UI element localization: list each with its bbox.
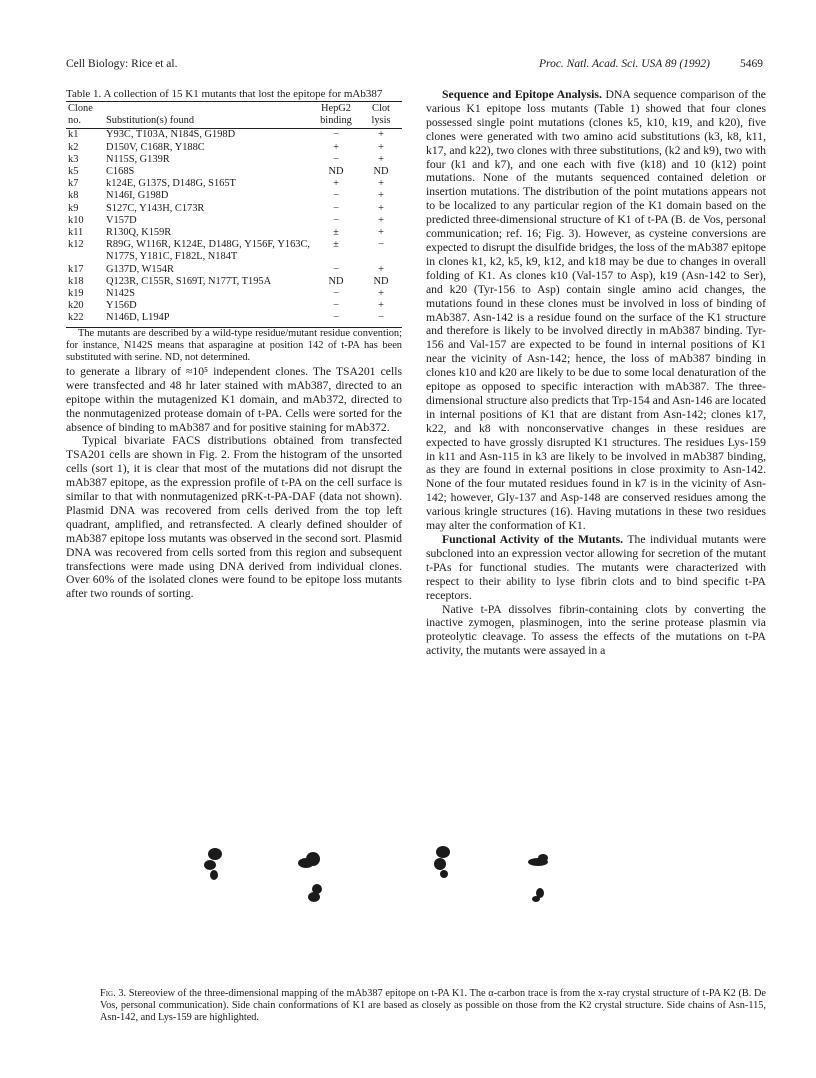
cell-substitutions: C168S (106, 166, 135, 178)
table-row (66, 227, 402, 239)
cell-clot: + (378, 227, 384, 239)
cell-substitutions: Y156D (106, 300, 137, 312)
cell-hepg2: ± (333, 239, 339, 251)
cell-clone: k22 (68, 312, 84, 324)
running-header-right (539, 58, 763, 70)
residue-blob (208, 848, 222, 860)
table-label: Table 1. (66, 88, 102, 100)
cell-clone: k7 (68, 178, 79, 190)
section-sequence-analysis (426, 88, 766, 533)
right-column (426, 88, 766, 658)
cell-clone: k18 (68, 275, 84, 287)
cell-hepg2: − (333, 312, 339, 324)
cell-substitutions: N146I, G198D (106, 190, 169, 202)
paragraph-native-tpa: Native t-PA dissolves fibrin-containing clots by converting the inactive zymogen, plasminogen, into the serine protease plasmin via proteolytic cleavage. To assess the effects of the mutations on t-PA activity, the mutants were assayed in a (426, 602, 766, 658)
paragraph-1: to generate a library of ≈10⁵ independent clones. The TSA201 cells were transfected and 48 hr later stained with mAb387, directed to an epitope within the mutagenized K1 domain, and mAb372, directed to the nonmutagenized protease domain of t-PA. Cells were sorted for the absence of binding to mAb387 and for positive staining for mAb372. (66, 364, 402, 434)
cell-clot: + (378, 300, 384, 312)
cell-hepg2: ND (328, 166, 344, 178)
figure-label: Fig. 3. (100, 988, 127, 999)
cell-clot: + (378, 141, 384, 153)
cell-clot: + (378, 202, 384, 214)
cell-substitutions: N115S, G139R (106, 153, 170, 165)
paragraph-2: Typical bivariate FACS distributions obtained from transfected TSA201 cells are shown in Fig. 2. From the histogram of the unsorted cells (sort 1), it is clear that most of the mutations did not disrupt the mAb387 epitope, as the expression profile of t-PA on the cell surface is similar to that with nonmutagenized pRK-t-PA-DAF (data not shown). Plasmid DNA was recovered from cells derived from the top left quadrant, amplified, and retransfected. A clearly defined shoulder of mAb387 epitope loss mutants was observed in the second sort. Plasmid DNA was recovered from cells sorted from this region and subsequent transfections were made using DNA derived from individual clones. Over 60% of the isolated clones were found to be epitope loss mutants after two rounds of sorting. (66, 434, 402, 601)
cell-clot: + (378, 129, 384, 141)
cell-substitutions: S127C, Y143H, C173R (106, 202, 205, 214)
cell-substitutions: Y93C, T103A, N184S, G198D (106, 129, 236, 141)
cell-clot: + (378, 263, 384, 275)
cell-substitutions: k124E, G137S, D148G, S165T (106, 178, 236, 190)
table-row (66, 142, 402, 154)
cell-clone: k9 (68, 202, 79, 214)
table-row (66, 288, 402, 300)
section-title-functional: Functional Activity of the Mutants. (442, 533, 624, 546)
cell-clone: k17 (68, 263, 84, 275)
table-row (66, 166, 402, 178)
residue-blob (210, 870, 218, 880)
table-footnote: The mutants are described by a wild-type residue/mutant residue convention; for instance, N142S means that asparagine at position 142 of t-PA has been substituted with serine. ND, not determined. (66, 327, 402, 364)
table-row (66, 190, 402, 202)
left-column (66, 88, 402, 601)
cell-clot: + (378, 178, 384, 190)
cell-clone: k12 (68, 239, 84, 251)
cell-substitutions: V157D (106, 214, 137, 226)
residue-blob (538, 854, 548, 862)
section-title-sequence: Sequence and Epitope Analysis. (442, 88, 602, 101)
section-functional-activity (426, 533, 766, 603)
table-row (66, 215, 402, 227)
header-hepg2: HepG2 binding (320, 103, 352, 127)
cell-hepg2: − (333, 300, 339, 312)
cell-substitutions: Q123R, C155R, S169T, N177T, T195A (106, 275, 272, 287)
table-row (66, 312, 402, 327)
residue-blob (306, 852, 320, 866)
cell-clot: + (378, 190, 384, 202)
table-row (66, 276, 402, 288)
cell-hepg2: ND (328, 275, 344, 287)
section-text-functional: The individual mutants were subcloned into an expression vector allowing for secretion of the mutant t-PAs for functional studies. The mutants were characterized with respect to their ability to lyse fibrin clots and to bind specific t-PA receptors. (426, 533, 766, 602)
mutants-table (66, 101, 402, 328)
cell-clone: k1 (68, 129, 79, 141)
cell-clone: k20 (68, 300, 84, 312)
table-caption (66, 88, 402, 101)
residue-blob (308, 892, 320, 902)
residue-blob (204, 860, 216, 870)
cell-hepg2: − (333, 153, 339, 165)
table-row (66, 178, 402, 190)
header-substitutions: Substitution(s) found (106, 115, 195, 127)
cell-substitutions: R130Q, K159R (106, 227, 172, 239)
running-header-left: Cell Biology: Rice et al. (66, 58, 178, 70)
cell-substitutions: N142S (106, 288, 135, 300)
cell-hepg2: − (333, 288, 339, 300)
residue-blob (440, 870, 448, 878)
cell-clone: k11 (68, 227, 84, 239)
cell-clone: k10 (68, 214, 84, 226)
residue-blob (436, 846, 450, 858)
figure-caption (100, 988, 766, 1025)
page-number: 5469 (740, 58, 763, 70)
cell-clone: k3 (68, 153, 79, 165)
cell-hepg2: − (333, 263, 339, 275)
cell-clot: + (378, 288, 384, 300)
cell-substitutions: G137D, W154R (106, 263, 174, 275)
cell-clot: ND (373, 166, 389, 178)
journal-name: Proc. Natl. Acad. Sci. USA 89 (1992) (539, 58, 710, 70)
cell-hepg2: − (333, 202, 339, 214)
table-row (66, 129, 402, 142)
cell-clot: + (378, 214, 384, 226)
residue-blob (532, 896, 540, 902)
table-header-row (66, 102, 402, 129)
cell-hepg2: + (333, 178, 339, 190)
header-clot: Clot lysis (371, 103, 391, 127)
header-clone: Clone no. (68, 103, 93, 127)
cell-clot: − (378, 312, 384, 324)
cell-hepg2: − (333, 214, 339, 226)
cell-clone: k19 (68, 288, 84, 300)
cell-hepg2: + (333, 141, 339, 153)
residue-blob (434, 858, 446, 870)
table-row (66, 264, 402, 276)
cell-hepg2: − (333, 190, 339, 202)
cell-substitutions: D150V, C168R, Y188C (106, 141, 205, 153)
table-row (66, 300, 402, 312)
stereoview-figure (180, 840, 640, 920)
figure-caption-text: Stereoview of the three-dimensional mapping of the mAb387 epitope on t-PA K1. The α-carbon trace is from the x-ray crystal structure of t-PA K2 (B. De Vos, personal communication). Side chain conformations of K1 are based as closely as possible on those from the K2 crystal structure. Side chains of Asn-115, Asn-142, and Lys-159 are highlighted. (100, 988, 767, 1024)
cell-hepg2: ± (333, 227, 339, 239)
cell-clone: k5 (68, 166, 79, 178)
cell-clot: − (378, 239, 384, 251)
cell-hepg2: − (333, 129, 339, 141)
table-row (66, 203, 402, 215)
cell-clone: k8 (68, 190, 79, 202)
table-row (66, 239, 402, 263)
cell-substitutions: N146D, L194P (106, 312, 170, 324)
stereo-image-left (180, 840, 320, 920)
cell-clone: k2 (68, 141, 79, 153)
cell-clot: ND (373, 275, 389, 287)
cell-substitutions: R89G, W116R, K124E, D148G, Y156F, Y163C, N177S, Y181C, F182L, N184T (106, 239, 310, 263)
table-row (66, 154, 402, 166)
cell-clot: + (378, 153, 384, 165)
section-text-sequence: DNA sequence comparison of the various K1 epitope loss mutants (Table 1) showed that four clones possessed single point mutations (clones k5, k10, k19, and k20), five clones were generated with two amino acid substitutions (k3, k8, k11, k17, and k22), two clones with three substitutions, (k2 and k9), two with four (k1 and k7), and one each with five (k18) and 10 (k12) point mutations. None of the mutants sequenced contained deletion or insertion mutations. The distribution of the point mutations appears not to be localized to any particular region of the K1 domain based on the predicted three-dimensional structure of K1 of t-PA (B. de Vos, personal communication; ref. 16; Fig. 3). However, as cysteine conversions are expected to disrupt the disulfide bridges, the loss of the mAb387 epitope in clones k1, k2, k5, k9, k12, and k18 may be due to changes in overall folding of K1. As clones k10 (Val-157 to Asp), k19 (Asn-142 to Ser), and k20 (Tyr-156 to Asp) contain single amino acid changes, the mutations found in these clones must be involved in loss of binding of mAb387. Asn-142 is a residue found on the surface of the K1 structure and therefore is likely to be involved directly in mAb387 binding. Tyr-156 and Val-157 are expected to be found in internal positions of K1 near the vicinity of Asn-142; hence, the loss of mAb387 binding in clones k10 and k20 are likely to be due to some local denaturation of the epitope as opposed to specific interaction with mAb387. The three-dimensional structure also predicts that Trp-154 and Asn-146 are located in internal positions of K1 that are distant from Asn-142; clones k17, k22, and k8 with nonconservative changes in these residues are expected to have grossly disrupted K1 structures. The residues Lys-159 in k11 and Asn-115 in k3 are likely to be involved in mAb387 binding, as they are found in external positions in close proximity to Asn-142. None of the four mutated residues found in k7 is in the vicinity of Asn-142; however, Gly-137 and Asp-148 are conserved residues among the various kringle structures (16). Having mutations in these two residues may alter the conformation of K1. (426, 88, 766, 533)
table-caption-text: A collection of 15 K1 mutants that lost the epitope for mAb387 (103, 88, 383, 100)
stereo-image-right (430, 840, 570, 920)
